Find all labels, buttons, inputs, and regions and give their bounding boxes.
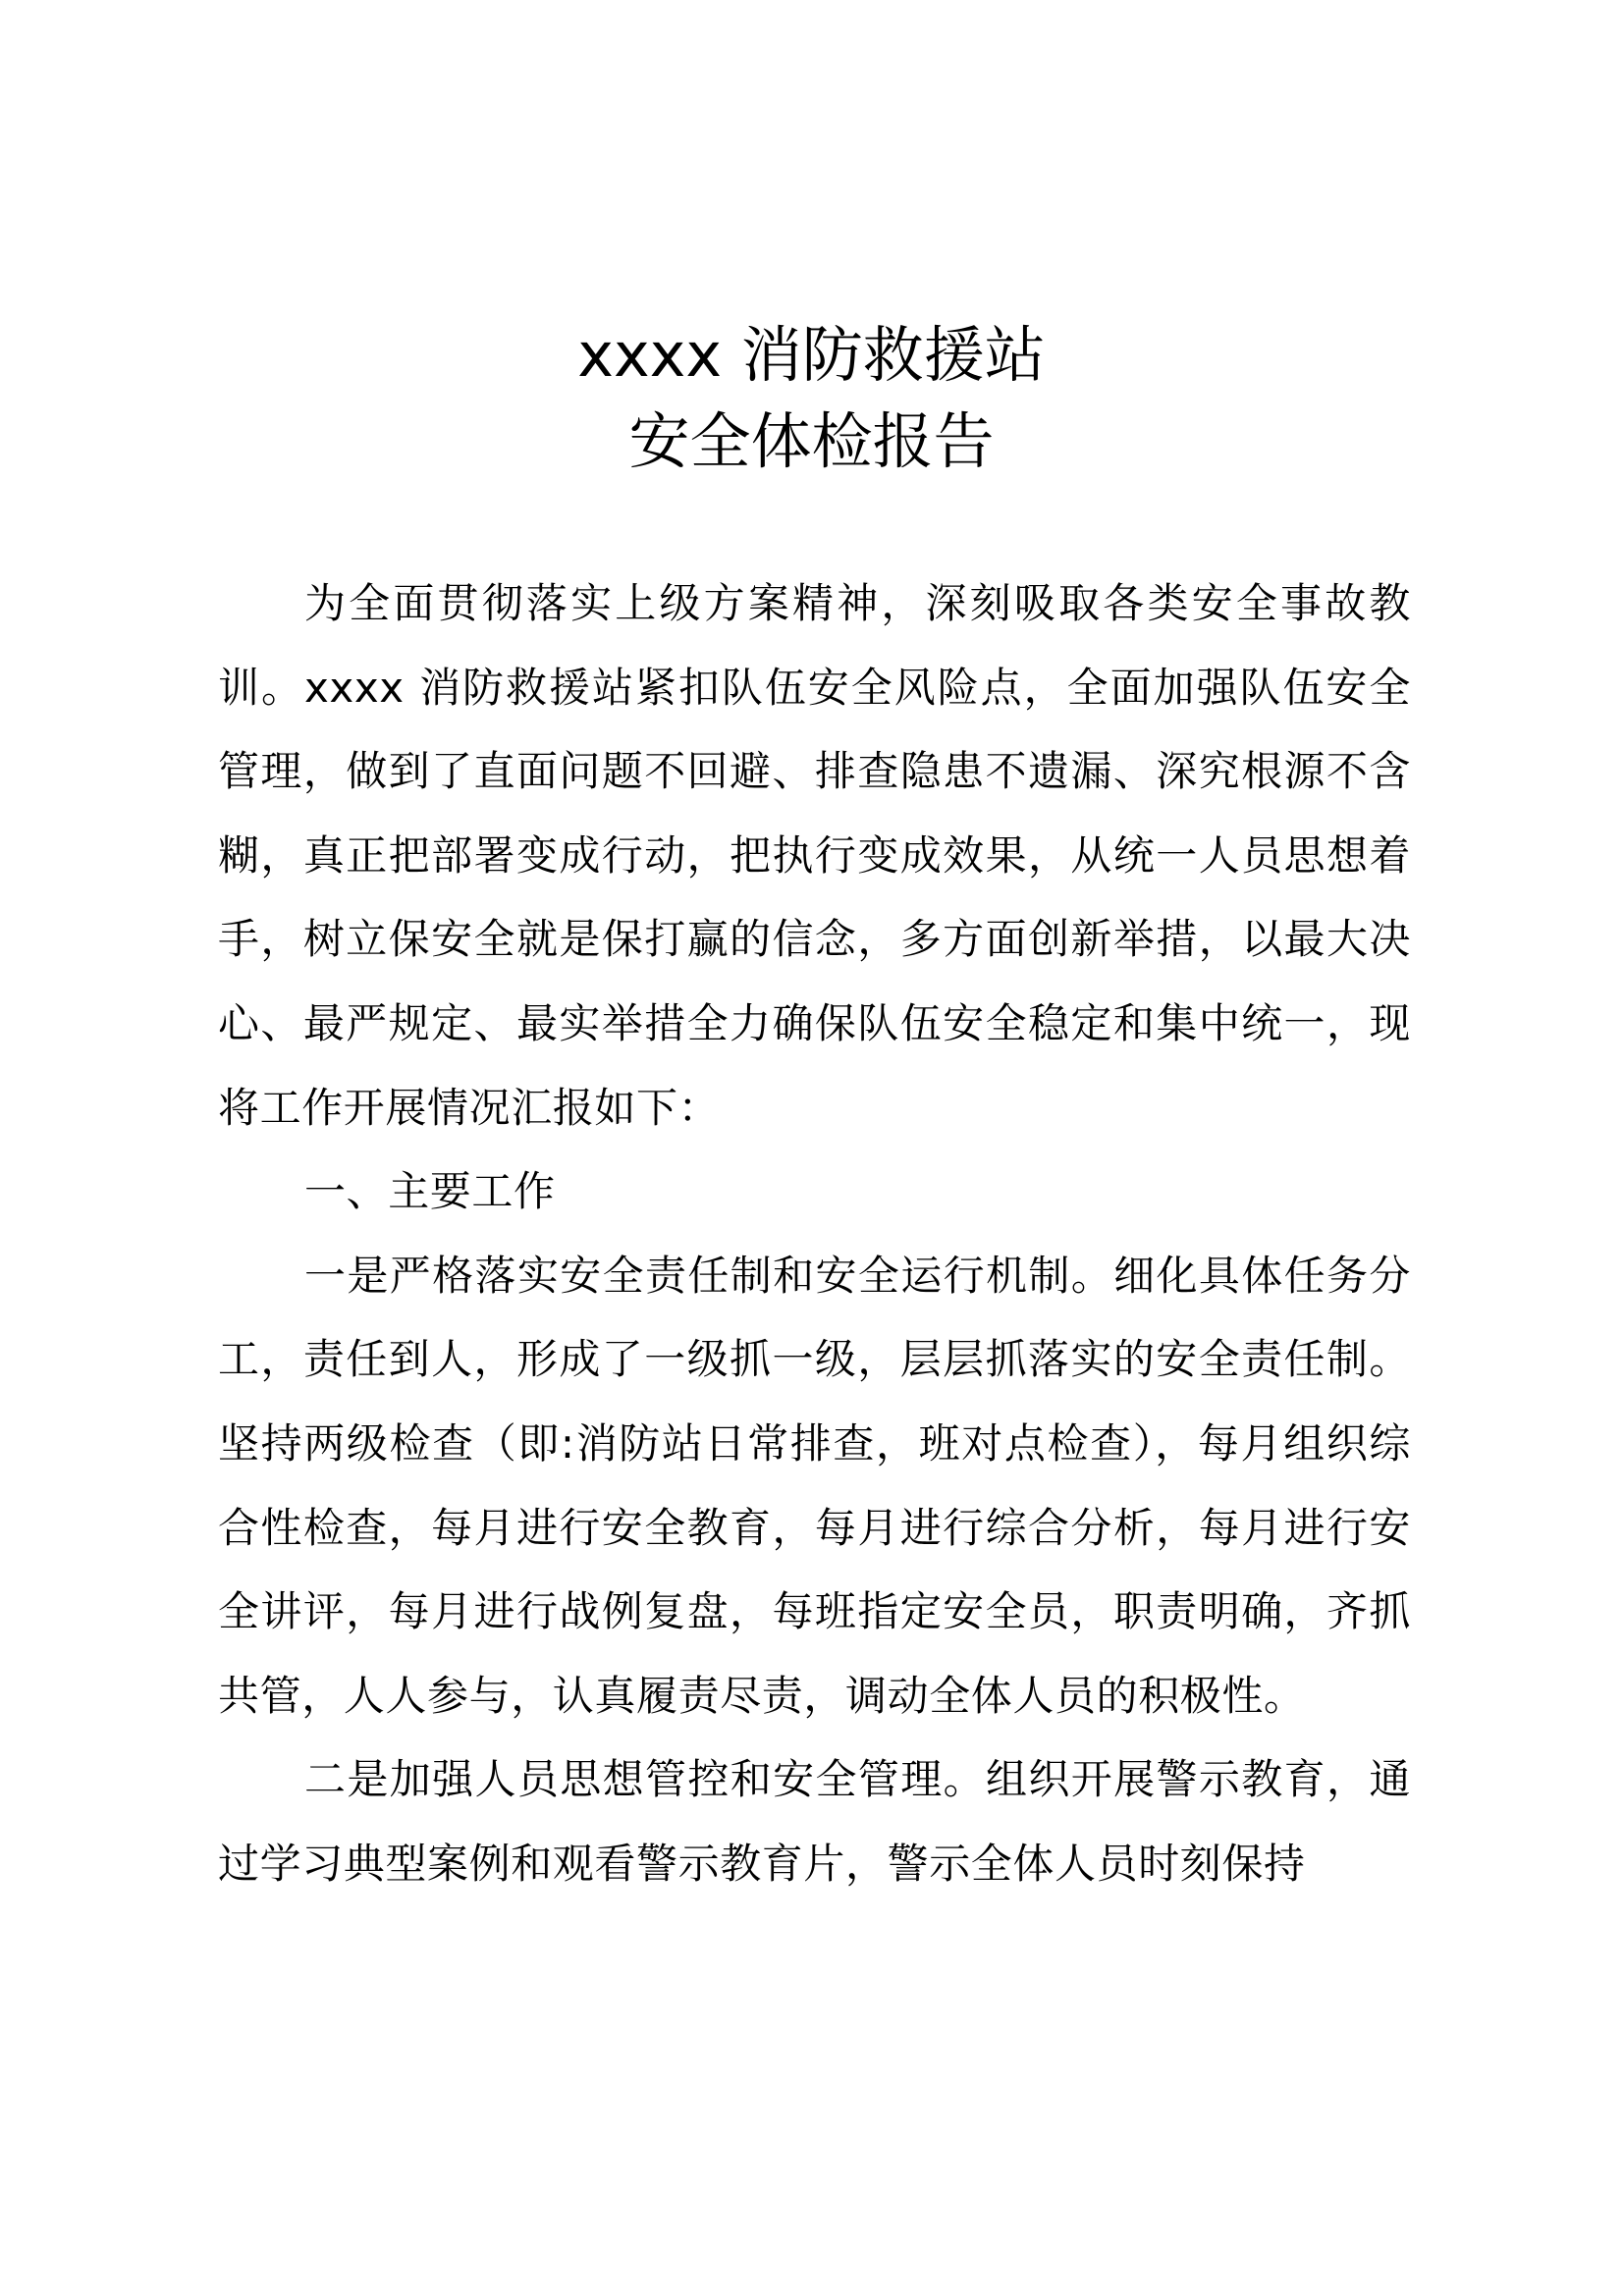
title-line-station: xxxx 消防救援站 (577, 319, 1046, 391)
document-title (0, 312, 1623, 485)
document-body (218, 561, 1411, 1906)
paragraph-item-one: 一是严格落实安全责任制和安全运行机制。细化具体任务分工，责任到人，形成了一级抓一级，层层抓落实的安全责任制。坚持两级检查（即:消防站日常排查，班对点检查），每月组织综合性检查，每月进行安全教育，每月进行综合分析，每月进行安全讲评，每月进行战例复盘，每班指定安全员，职责明确，齐抓共管，人人参与，认真履责尽责，调动全体人员的积极性。 (218, 1251, 1411, 1720)
title-line-report: 安全体检报告 (628, 405, 995, 477)
section-heading-main-work: 一、主要工作 (304, 1167, 556, 1216)
intro-paragraph: 为全面贯彻落实上级方案精神，深刻吸取各类安全事故教训。xxxx 消防救援站紧扣队伍安全风险点，全面加强队伍安全管理，做到了直面问题不回避、排查隐患不遗漏、深究根源不含糊，真正把部署变成行动，把执行变成效果，从统一人员思想着手，树立保安全就是保打赢的信念，多方面创新举措，以最大决心、最严规定、最实举措全力确保队伍安全稳定和集中统一，现将工作开展情况汇报如下： (218, 579, 1411, 1132)
paragraph-item-two: 二是加强人员思想管控和安全管理。组织开展警示教育，通过学习典型案例和观看警示教育片，警示全体人员时刻保持 (218, 1755, 1411, 1888)
